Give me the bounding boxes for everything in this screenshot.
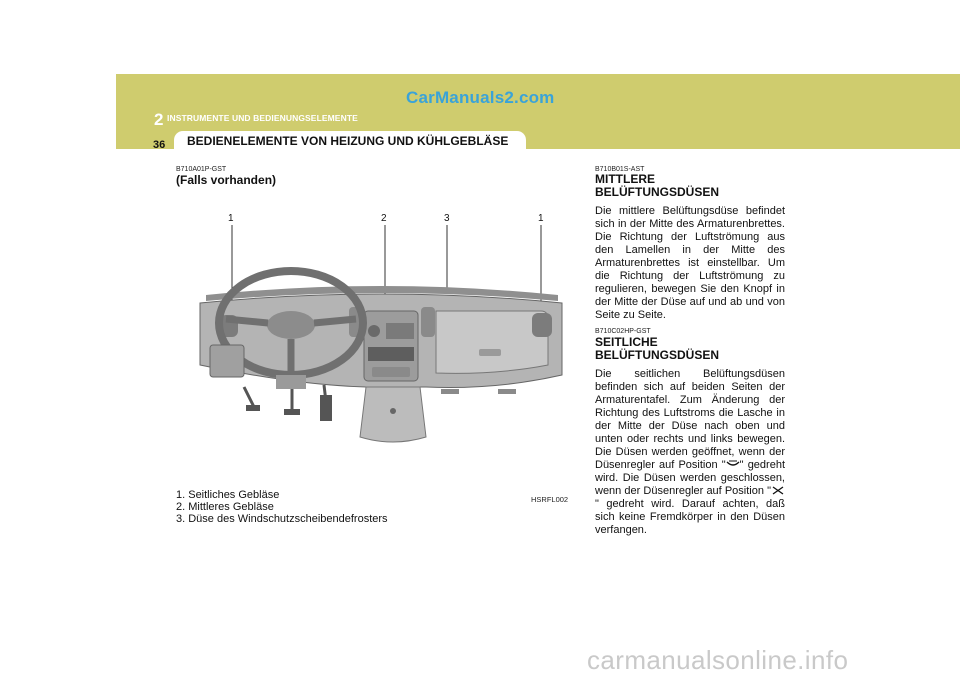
- callout-1-right: 1: [538, 213, 544, 224]
- section1-title-line1: MITTLERE: [595, 172, 655, 186]
- watermark-carmanuals2[interactable]: CarManuals2.com: [406, 88, 555, 107]
- section2-text: [595, 368, 785, 537]
- section2-code: B710C02HP-GST: [595, 328, 651, 335]
- chapter-number: 2: [154, 110, 164, 129]
- page-number: 36: [153, 139, 166, 151]
- legend-item-3: 3. Düse des Windschutzscheibendefrosters: [176, 513, 388, 525]
- section1-title-line2: BELÜFTUNGSDÜSEN: [595, 185, 720, 199]
- watermark-carmanualsonline[interactable]: carmanualsonline.info: [587, 645, 849, 675]
- section-title: BEDIENELEMENTE VON HEIZUNG UND KÜHLGEBLÄSE: [187, 134, 509, 148]
- section2-text-part2: " gedreht wird. Die Düsen werden geschlossen, wenn der Düsenregler auf Position ": [595, 459, 785, 497]
- left-code: B710A01P-GST: [176, 166, 227, 173]
- callout-2: 2: [381, 213, 387, 224]
- section1-text: Die mittlere Belüftungsdüse befindet sich in der Mitte des Armaturenbrettes. Die Richtung der Luftströmung aus den Lamellen in der Mitte des Armaturenbrettes ist einstellbar. Um die Richtung der Luftströmung zu regulieren, bewegen Sie den Knopf in der Mitte der Düse auf und ab und von Seite zu Seite.: [595, 205, 785, 321]
- legend-item-2: 2. Mittleres Gebläse: [176, 501, 274, 513]
- chapter-title: INSTRUMENTE UND BEDIENUNGSELEMENTE: [167, 113, 358, 123]
- figure-code: HSRFL002: [531, 495, 569, 504]
- legend-item-1: 1. Seitliches Gebläse: [176, 489, 280, 501]
- dashboard-illustration: [196, 215, 566, 455]
- section1-code: B710B01S-AST: [595, 166, 645, 173]
- section2-text-part3: " gedreht wird. Darauf achten, daß sich keine Fremdkörper in den Düsen verfangen.: [595, 498, 785, 536]
- figure-legend: [176, 489, 388, 525]
- left-subtitle: (Falls vorhanden): [176, 173, 277, 187]
- section2-text-part1: Die seitlichen Belüftungsdüsen befinden sich auf beiden Seiten der Armaturentafel. Zum Änderung der Richtung des Luftstroms die Lasche in der Mitte der Düse nach oben und unten oder rechts und links bewegen. Die Düsen werden geöffnet, wenn der Düsenregler auf Position ": [595, 368, 785, 471]
- section2-title-line2: BELÜFTUNGSDÜSEN: [595, 348, 720, 362]
- vent-open-icon: [726, 460, 740, 469]
- section2-title-line1: SEITLICHE: [595, 335, 658, 349]
- vent-closed-icon: [771, 486, 785, 495]
- callout-3: 3: [444, 213, 450, 224]
- callout-1-left: 1: [228, 213, 234, 224]
